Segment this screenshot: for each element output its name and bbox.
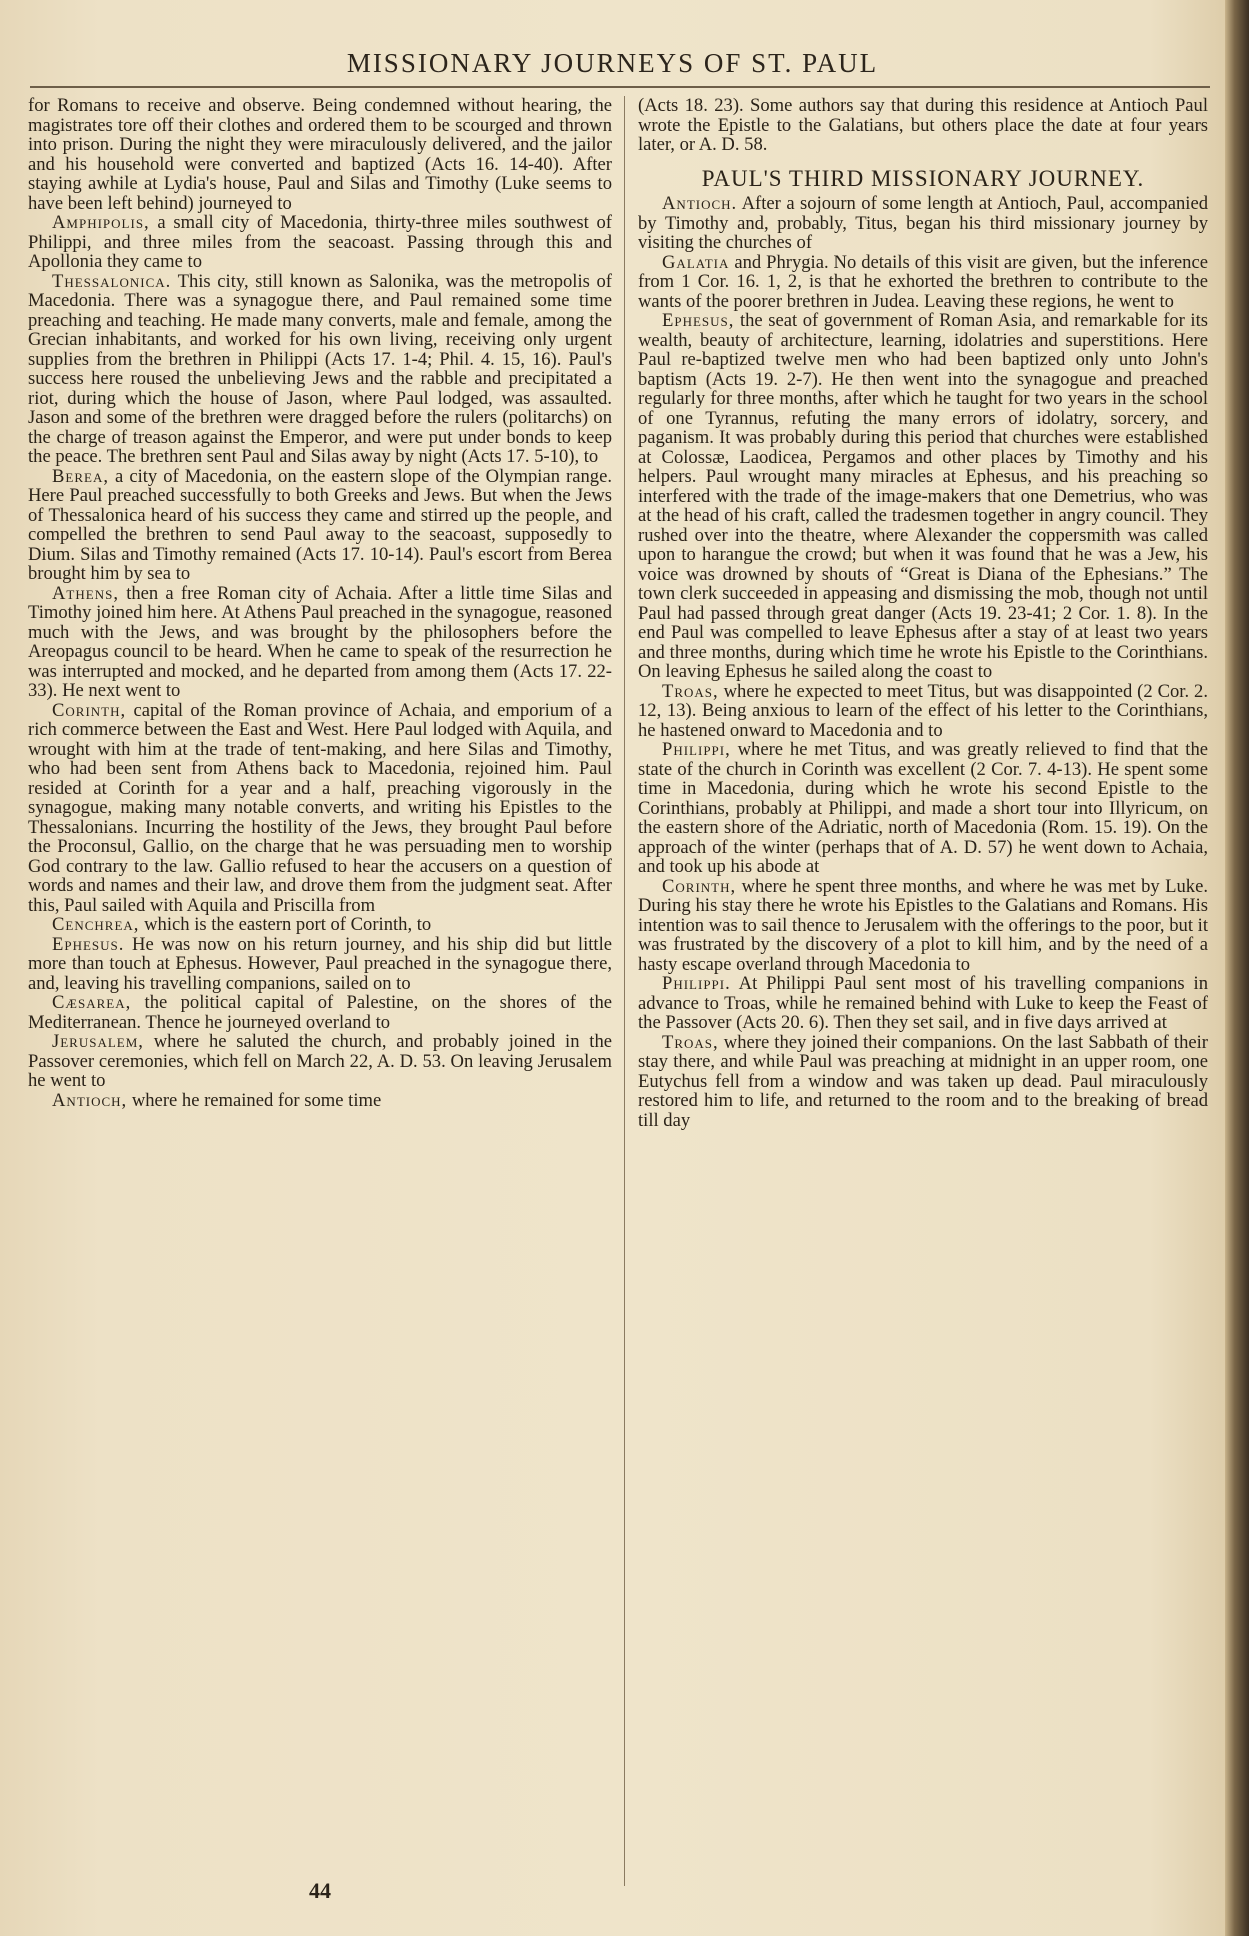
left_column-paragraph	[28, 96, 612, 213]
header-rule	[30, 86, 1210, 88]
paragraph-text: At Philippi Paul sent most of his travelling companions in advance to Troas, while he remained behind with Luke to keep the Feast of the Passover (Acts 20. 6). Then they set sail, and in five days arrived at	[638, 973, 1208, 1033]
paragraph-text: where he expected to meet Titus, but was disappointed (2 Cor. 2. 12, 13). Being anxious to learn of the effect of his letter to the Corinthians, he hastened onward to Macedonia and to	[638, 680, 1208, 741]
paragraph-text: the political capital of Palestine, on the shores of the Mediterranean. Thence he journeyed overland to	[28, 992, 612, 1033]
left_column-paragraph	[28, 213, 612, 272]
right-column-intro: (Acts 18. 23). Some authors say that during this residence at Antioch Paul wrote the Epistle to the Galatians, but others place the date at four years later, or A. D. 58.	[638, 96, 1208, 155]
place-name: Galatia	[662, 251, 730, 273]
right_column-paragraph	[638, 253, 1208, 312]
paragraph-text: where he saluted the church, and probably joined in the Passover ceremonies, which fell on March 22, A. D. 53. On leaving Jerusalem he went to	[28, 1031, 612, 1091]
right_column-paragraph	[638, 194, 1208, 253]
page-header: MISSIONARY JOURNEYS OF ST. PAUL	[346, 48, 879, 78]
column-divider	[624, 96, 625, 1886]
place-name: Ephesus.	[52, 933, 125, 955]
place-name: Cæsarea,	[52, 992, 132, 1013]
left_column-paragraph	[28, 935, 612, 994]
place-name: Corinth,	[662, 875, 737, 897]
right-paragraphs	[638, 194, 1208, 1130]
place-name: Cenchrea,	[52, 914, 140, 935]
left-column	[28, 96, 612, 1886]
paragraph-text: then a free Roman city of Achaia. After a little time Silas and Timothy joined him here. At Athens Paul preached in the synagogue, reasoned much with the Jews, and was brought by the philosophers before the Areopagus council to be heard. When he came to speak of the resurrection he was interrupted and mocked, and he departed from among them (Acts 17. 22-33). He next went to	[28, 582, 612, 701]
paragraph-text: where he spent three months, and where he was met by Luke. During his stay there he wrote his Epistles to the Galatians and Romans. His intention was to sail thence to Jerusalem with the offerings to the poor, but it was frustrated by the discovery of a plot to kill him, and by the need of a hasty escape overland through Macedonia to	[638, 875, 1208, 975]
place-name: Berea,	[52, 465, 109, 487]
left_column-paragraph	[28, 272, 612, 467]
paragraph-text: for Romans to receive and observe. Being condemned without hearing, the magistrates tore off their clothes and ordered them to be scourged and thrown into prison. During the night they were miraculously delivered, and the jailor and his household were converted and baptized (Acts 16. 14-40). After staying awhile at Lydia's house, Paul and Silas and Timothy (Luke seems to have been left behind) journeyed to	[28, 96, 612, 214]
paragraph-text: a city of Macedonia, on the eastern slope of the Olympian range. Here Paul preached successfully to both Greeks and Jews. But when the Jews of Thessalonica heard of his success they came and stirred up the people, and compelled the brethren to send Paul away to the seacoast, supposedly to Dium. Silas and Timothy remained (Acts 17. 10-14). Paul's escort from Berea brought him by sea to	[28, 465, 612, 584]
place-name: Amphipolis,	[52, 212, 150, 233]
place-name: Philippi,	[662, 739, 731, 760]
left_column-paragraph	[28, 584, 612, 701]
right_column-paragraph	[638, 311, 1208, 682]
place-name: Jerusalem,	[52, 1031, 144, 1052]
paragraph-text: where he remained for some time	[127, 1089, 382, 1111]
left_column-paragraph	[28, 915, 612, 935]
place-name: Antioch,	[52, 1089, 128, 1111]
place-name: Troas,	[662, 1031, 719, 1053]
place-name: Antioch.	[662, 193, 738, 214]
place-name: Troas,	[662, 680, 719, 702]
paragraph-text: the seat of government of Roman Asia, and remarkable for its wealth, beauty of architecture, learning, idolatries and superstitions. Here Paul re-baptized twelve men who had been baptized only unto John's baptism (Acts 19. 2-7). He then went into the synagogue and preached regularly for three months, after which he taught for two years in the school of one Tyrannus, refuting the many errors of idolatry, sorcery, and paganism. It was probably during this period that churches were established at Colossæ, Laodicea, Pergamos and other places by Timothy and his helpers. Paul wrought many miracles at Ephesus, and his preaching so interfered with the trade of the image-makers that one Demetrius, who was at the head of his craft, called the tradesmen together in angry council. They rushed over into the theatre, where Alexander the coppersmith was called upon to harangue the crowd; but when it was found that he was a Jew, his voice was drowned by shouts of “Great is Diana of the Ephesians.” The town clerk succeeded in appeasing and dismissing the mob, though not until Paul had passed through great danger (Acts 19. 23-41; 2 Cor. 1. 8). In the end Paul was compelled to leave Ephesus after a stay of at least two years and three months, during which time he wrote his Epistle to the Corinthians. On leaving Ephesus he sailed along the coast to	[638, 310, 1208, 682]
left_column-paragraph	[28, 1032, 612, 1091]
paragraph-text: This city, still known as Salonika, was the metropolis of Macedonia. There was a synagogue there, and Paul remained some time preaching and teaching. He made many converts, male and female, among the Grecian inhabitants, and worked for his own living, receiving only urgent supplies from the brethren in Philippi (Acts 17. 1-4; Phil. 4. 15, 16). Paul's success here roused the unbelieving Jews and the rabble and precipitated a riot, during which the house of Jason, where Paul lodged, was assaulted. Jason and some of the brethren were dragged before the rulers (politarchs) on the charge of treason against the Emperor, and were put under bonds to keep the peace. The brethren sent Paul and Silas away by night (Acts 17. 5-10), to	[28, 270, 612, 467]
paragraph-text: and Phrygia. No details of this visit are given, but the inference from 1 Cor. 16. 1, 2, is that he exhorted the brethren to contribute to the wants of the poorer brethren in Judea. Leaving these regions, he went to	[638, 251, 1208, 312]
left_column-paragraph	[28, 701, 612, 916]
place-name: Thessalonica.	[52, 270, 172, 292]
place-name: Philippi.	[662, 973, 731, 994]
paragraph-text: He was now on his return journey, and his ship did but little more than touch at Ephesus. However, Paul preached in the synagogue there, and, leaving his travelling companions, sailed on to	[28, 933, 612, 994]
left_column-paragraph	[28, 1091, 612, 1111]
section-heading: PAUL'S THIRD MISSIONARY JOURNEY.	[701, 165, 1145, 191]
right_column-paragraph	[638, 974, 1208, 1033]
page-number: 44	[309, 1878, 331, 1903]
left_column-paragraph	[28, 993, 612, 1032]
left_column-paragraph	[28, 467, 612, 584]
place-name: Ephesus,	[662, 310, 735, 331]
book-spine-edge	[1225, 0, 1249, 1936]
paragraph-text: After a sojourn of some length at Antioch, Paul, accompanied by Timothy and, probably, Titus, began his third missionary journey by visiting the churches of	[638, 193, 1208, 253]
right_column-paragraph	[638, 740, 1208, 877]
place-name: Corinth,	[52, 699, 127, 721]
right_column-paragraph	[638, 877, 1208, 975]
paragraph-text: which is the eastern port of Corinth, to	[139, 914, 432, 935]
right-column	[638, 96, 1208, 1886]
paragraph-text: where they joined their companions. On the last Sabbath of their stay there, and while Paul was preaching at midnight in an upper room, one Eutychus fell from a window and was taken up dead. Paul miraculously restored him to life, and returned to the room and to the breaking of bread till day	[638, 1031, 1208, 1131]
paragraph-text: capital of the Roman province of Achaia, and emporium of a rich commerce between the East and West. Here Paul lodged with Aquila, and wrought with him at the trade of tent-making, and here Silas and Timothy, who had been sent from Athens back to Macedonia, rejoined him. Paul resided at Corinth for a year and a half, preaching vigorously in the synagogue, making many notable converts, and writing his Epistles to the Thessalonians. Incurring the hostility of the Jews, they brought Paul before the Proconsul, Gallio, on the charge that he was persuading men to worship God contrary to the law. Gallio refused to hear the accusers on a question of words and names and their law, and drove them from the judgment seat. After this, Paul sailed with Aquila and Priscilla from	[28, 699, 612, 916]
paragraph-text: where he met Titus, and was greatly relieved to find that the state of the church in Corinth was excellent (2 Cor. 7. 4-13). He spent some time in Macedonia, during which he wrote his second Epistle to the Corinthians, probably at Philippi, and made a short tour into Illyricum, on the eastern shore of the Adriatic, north of Macedonia (Rom. 15. 19). On the approach of the winter (perhaps that of A. D. 57) he went down to Achaia, and took up his abode at	[638, 739, 1208, 877]
place-name: Athens,	[52, 582, 119, 604]
paragraph-text: a small city of Macedonia, thirty-three miles southwest of Philippi, and three miles from the seacoast. Passing through this and Apollonia they came to	[28, 212, 612, 272]
right_column-paragraph	[638, 1033, 1208, 1131]
right_column-paragraph	[638, 682, 1208, 741]
